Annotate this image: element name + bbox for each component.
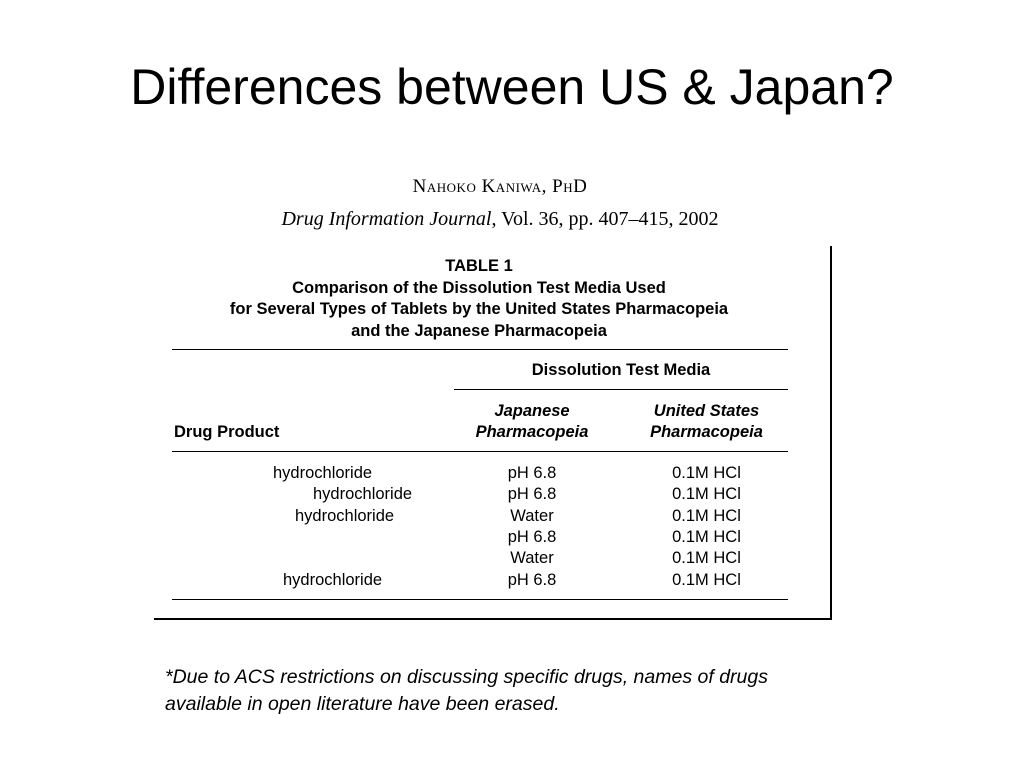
cell-drug: hydrochloride — [283, 571, 383, 589]
col-header-line: Pharmacopeia — [650, 423, 763, 441]
table-image — [154, 246, 832, 620]
col-header-japanese — [454, 401, 610, 443]
col-header-line: Pharmacopeia — [475, 423, 589, 441]
cell-drug: hydrochloride — [313, 485, 413, 503]
cell-drug: hydrochloride — [295, 507, 395, 525]
journal-details: , Vol. 36, pp. 407–415, 2002 — [491, 208, 719, 230]
table-caption-line: and the Japanese Pharmacopeia — [351, 321, 607, 340]
cell-us: 0.1M HCl — [672, 528, 741, 546]
cell-us: 0.1M HCl — [672, 464, 741, 482]
group-header-rule — [454, 389, 788, 390]
citation-author: Nahoko Kaniwa, PhD — [412, 176, 588, 197]
col-header-line: Japanese — [494, 402, 570, 420]
table-caption — [154, 256, 804, 342]
col-header-drug-product: Drug Product — [174, 423, 280, 441]
slide-title: Differences between US & Japan? — [130, 59, 894, 115]
footnote-line: available in open literature have been erased. — [165, 693, 560, 715]
header-bottom-rule — [172, 451, 788, 452]
cell-us: 0.1M HCl — [672, 571, 741, 589]
table-caption-line: Comparison of the Dissolution Test Media Used — [292, 278, 666, 297]
col-header-us — [624, 401, 789, 443]
col-header-line: United States — [653, 402, 760, 420]
cell-us: 0.1M HCl — [672, 507, 741, 525]
journal-name: Drug Information Journal — [281, 208, 492, 230]
cell-japanese: pH 6.8 — [507, 571, 557, 589]
cell-japanese: pH 6.8 — [507, 528, 557, 546]
cell-japanese: Water — [510, 549, 554, 567]
citation-journal — [0, 208, 1000, 231]
footnote — [165, 664, 885, 718]
cell-japanese: pH 6.8 — [507, 485, 557, 503]
cell-japanese: Water — [510, 507, 554, 525]
cell-us: 0.1M HCl — [672, 549, 741, 567]
cell-us: 0.1M HCl — [672, 485, 741, 503]
table-bottom-rule — [172, 599, 788, 600]
table-caption-line: for Several Types of Tablets by the United States Pharmacopeia — [229, 300, 729, 318]
group-header: Dissolution Test Media — [531, 361, 711, 379]
footnote-line: *Due to ACS restrictions on discussing specific drugs, names of drugs — [165, 666, 768, 688]
table-label: TABLE 1 — [445, 257, 513, 275]
cell-japanese: pH 6.8 — [507, 464, 557, 482]
cell-drug: hydrochloride — [273, 464, 373, 482]
table-top-rule — [172, 349, 788, 350]
